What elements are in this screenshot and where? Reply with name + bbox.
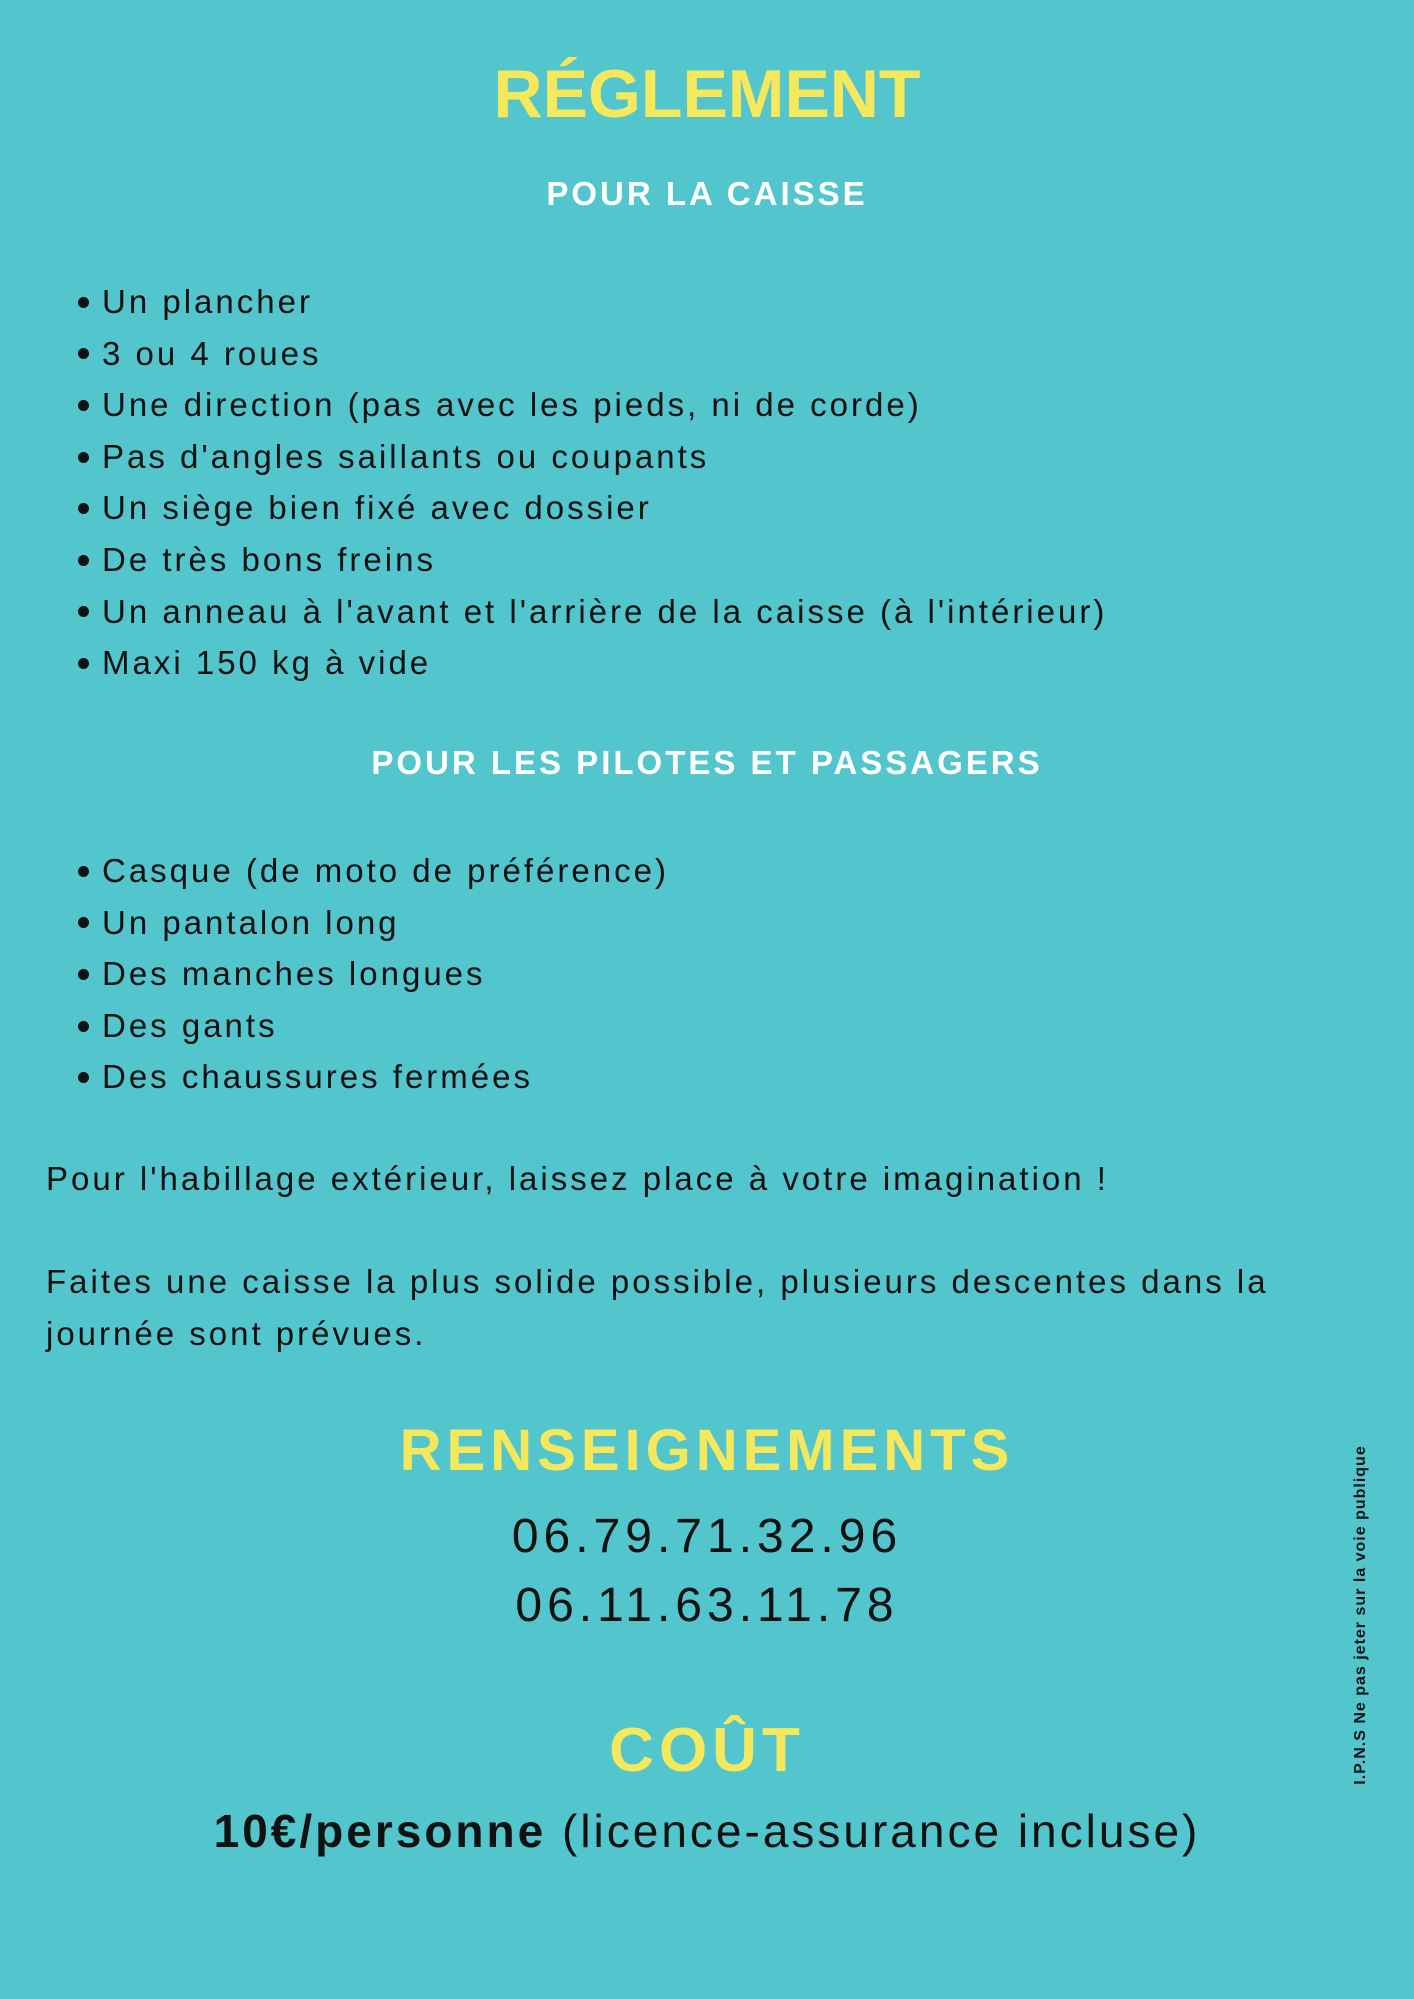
list-item [78,586,1107,638]
phone-number: 06.79.71.32.96 [511,1510,903,1563]
bullet-icon [78,866,89,877]
bullet-icon [78,606,89,617]
list-item [78,845,669,897]
cout-title: COÛT [609,1716,805,1785]
price-details: (licence-assurance incluse) [546,1805,1201,1857]
bullet-icon [78,400,89,411]
list-item [78,1000,669,1052]
price: 10€/personne [213,1805,547,1857]
caisse-requirements-list [78,276,1107,689]
list-item-text: Casque (de moto de préférence) [102,852,669,889]
list-item [78,897,669,949]
list-item [78,948,669,1000]
list-item-text: Une direction (pas avec les pieds, ni de corde) [102,386,922,424]
list-item-text: 3 ou 4 roues [102,334,322,372]
list-item-text: Un siège bien fixé avec dossier [102,489,652,527]
ipns-text: I.P.N.S Ne pas jeter sur la voie publique [1352,1445,1369,1785]
list-item-text: De très bons freins [102,540,436,578]
section-heading-pilotes: POUR LES PILOTES ET PASSAGERS [371,744,1043,781]
list-item-text: Des manches longues [102,955,486,993]
list-item-text: Des gants [102,1006,278,1044]
phone-number: 06.11.63.11.78 [515,1579,899,1632]
list-item-text: Un anneau à l'avant et l'arrière de la caisse (à l'intérieur) [102,592,1108,630]
bullet-icon [78,452,89,463]
renseignements-title: RENSEIGNEMENTS [399,1418,1015,1483]
pilotes-requirements-list [78,845,669,1103]
list-item [78,431,1107,483]
list-item [78,637,1107,689]
bullet-icon [78,969,89,980]
list-item [78,276,1107,328]
bullet-icon [78,917,89,928]
list-item-text: Un pantalon long [102,903,400,941]
habillage-note: Pour l'habillage extérieur, laissez place à votre imagination ! [46,1160,1109,1197]
list-item-text: Pas d'angles saillants ou coupants [102,437,710,475]
list-item [78,1051,669,1103]
list-item [78,379,1107,431]
bullet-icon [78,503,89,514]
bullet-icon [78,297,89,308]
bullet-icon [78,348,89,359]
list-item-text: Maxi 150 kg à vide [102,644,432,682]
list-item [78,482,1107,534]
bullet-icon [78,1021,89,1032]
page-title: RÉGLEMENT [493,56,921,132]
bullet-icon [78,555,89,566]
section-heading-caisse: POUR LA CAISSE [546,175,868,212]
list-item [78,328,1107,380]
bullet-icon [78,658,89,669]
cost-line [0,1801,1414,1861]
bullet-icon [78,1072,89,1083]
ipns-side-note [1347,1406,1375,1824]
solidite-note: Faites une caisse la plus solide possible, plusieurs descentes dans la journée sont prévues. [46,1263,1269,1352]
list-item-text: Un plancher [102,283,313,320]
list-item [78,534,1107,586]
list-item-text: Des chaussures fermées [102,1058,533,1096]
